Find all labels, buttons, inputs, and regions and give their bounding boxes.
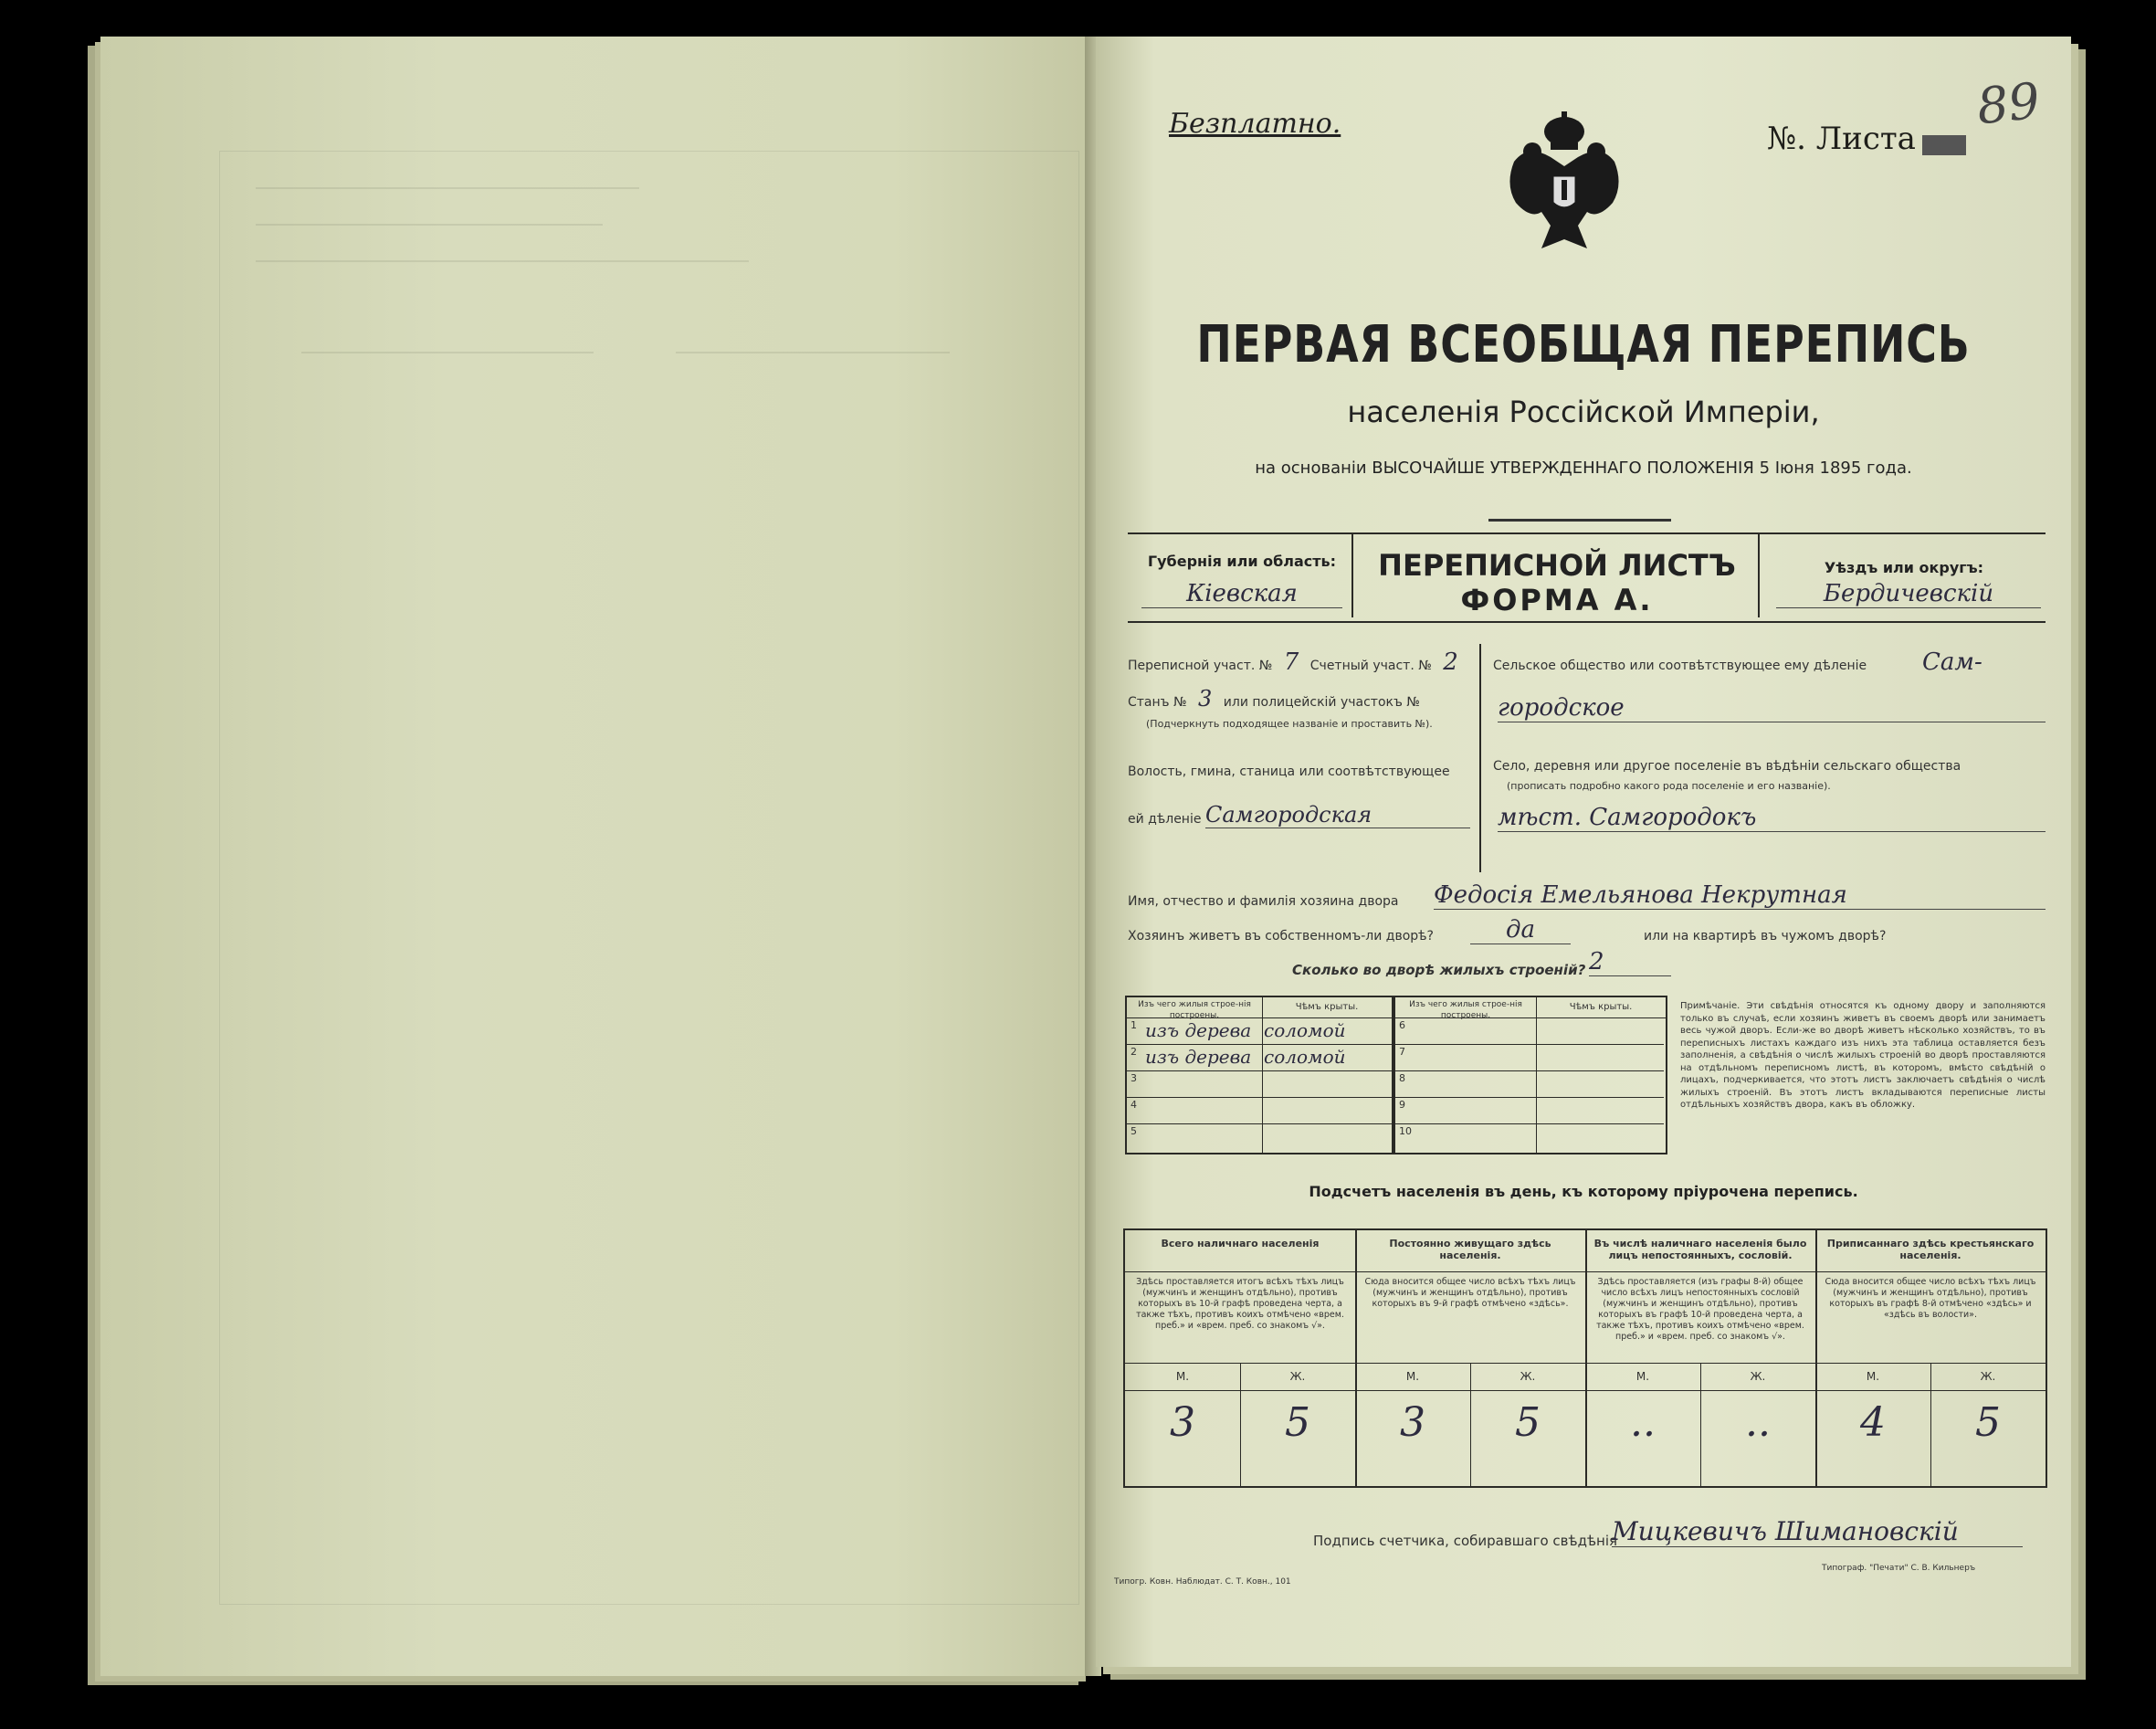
table-cell: 10 (1399, 1125, 1412, 1137)
summary-col-header: Въ числѣ наличнаго населенія было лицъ непостоянныхъ, сословій. (1593, 1238, 1807, 1261)
sheet-number-box (1922, 135, 1966, 155)
ghost-line (256, 224, 603, 226)
uchastok-label (1128, 648, 1466, 676)
buildings-col-header: Изъ чего жилыя строе-нія построены. (1409, 1000, 1522, 1020)
field-divider-vertical (1479, 644, 1481, 872)
ornament-divider (1488, 519, 1671, 522)
owner-own-value: да (1470, 916, 1571, 944)
table-cell: изъ дерева (1145, 1019, 1252, 1041)
summary-table (1123, 1228, 2047, 1488)
gubernia-value: Кіевская (1141, 580, 1342, 608)
owner-own-label: Хозяинъ живетъ въ собственномъ-ли дворѣ? (1128, 929, 1434, 944)
stan-note: (Подчеркнуть подходящее названіе и проставить №). (1146, 718, 1433, 730)
volost-label: Волость, гмина, станица или соотвѣтствующее (1128, 764, 1450, 779)
census-title: ПЕРВАЯ ВСЕОБЩАЯ ПЕРЕПИСЬ (1196, 315, 1971, 374)
selo-note: (прописать подробно какого рода поселеніе и его названіе). (1507, 780, 1831, 792)
male-label: М. (1175, 1370, 1190, 1383)
left-page (100, 37, 1091, 1676)
summary-value: 5 (1975, 1399, 2001, 1446)
ghost-line (256, 187, 639, 189)
obshchestvo-value: Сам- (1922, 648, 1982, 676)
summary-value: 4 (1860, 1399, 1886, 1446)
female-label: Ж. (1520, 1370, 1536, 1383)
volost-label-2: ей дѣленіе (1128, 812, 1202, 827)
obshchestvo-value-2: городское (1498, 694, 2046, 722)
table-cell: 2 (1131, 1046, 1137, 1058)
summary-col-note: Сюда вносится общее число всѣхъ тѣхъ лицъ (мужчинъ и женщинъ отдѣльно), противъ которыхъ въ графѣ 8-й отмѣчено «здѣсь» и «здѣсь въ волости». (1825, 1277, 2036, 1320)
male-label: М. (1866, 1370, 1880, 1383)
owner-rent-label: или на квартирѣ въ чужомъ дворѣ? (1644, 929, 1887, 944)
form-letter: ФОРМА А. (1460, 583, 1654, 617)
table-cell: 4 (1131, 1099, 1137, 1111)
sheet-number-label: №. Листа (1767, 121, 1916, 157)
summary-col-note: Сюда вносится общее число всѣхъ тѣхъ лицъ (мужчинъ и женщинъ отдѣльно), противъ которыхъ въ 9-й графѣ отмѣчено «здѣсь». (1364, 1277, 1576, 1309)
uchastok-label-text: Переписной участ. № (1128, 659, 1273, 673)
imperial-eagle-emblem (1496, 111, 1633, 267)
summary-col-note: Здѣсь проставляется (изъ графы 8-й) общее число всѣхъ лицъ непостоянныхъ сословій (мужчинъ и женщинъ отдѣльно), противъ которыхъ въ графѣ 10-й проведена черта, а также тѣхъ, противъ коихъ отмѣчено «врем. преб.» и «врем. преб. со знакомъ √». (1596, 1277, 1804, 1342)
table-cell: 5 (1131, 1125, 1137, 1137)
stan-value: 3 (1198, 686, 1213, 712)
buildings-table-rows (1125, 1017, 1664, 1151)
owner-name-value: Федосія Емельянова Некрутная (1434, 881, 2046, 910)
gubernia-label: Губернія или область: (1147, 553, 1337, 570)
table-cell: 1 (1131, 1019, 1137, 1031)
table-cell: 6 (1399, 1019, 1405, 1031)
buildings-label: Сколько во дворѣ жилыхъ строеній? (1292, 962, 1586, 978)
schetny-value: 2 (1443, 648, 1458, 676)
printer-right: Типограф. "Печати" С. В. Кильнеръ (1822, 1564, 1976, 1573)
ghost-line (256, 260, 749, 262)
buildings-col-header: Чѣмъ крыты. (1295, 1002, 1359, 1012)
signature-label: Подпись счетчика, собиравшаго свѣдѣнія (1313, 1533, 1618, 1549)
table-grid-line (1585, 1230, 1587, 1486)
ghost-line (301, 352, 594, 353)
uchastok-value: 7 (1283, 648, 1299, 676)
summary-value: 5 (1515, 1399, 1541, 1446)
ghost-line (676, 352, 950, 353)
table-grid-line (1355, 1230, 1357, 1486)
table-grid-line (1125, 1070, 1664, 1071)
form-box-divider (1758, 534, 1760, 617)
stan-label: Станъ № (1128, 695, 1187, 710)
summary-value: 3 (1170, 1399, 1195, 1446)
buildings-value: 2 (1589, 948, 1671, 976)
signature-value: Мицкевичъ Шимановскій (1612, 1516, 2023, 1547)
free-label: Безплатно. (1169, 108, 1341, 140)
summary-col-header: Приписаннаго здѣсь крестьянскаго населенія. (1826, 1238, 2035, 1261)
printer-left: Типогр. Ковн. Наблюдат. С. Т. Ковн., 101 (1114, 1577, 1291, 1587)
volost-value: Самгородская (1205, 802, 1470, 828)
female-label: Ж. (1980, 1370, 1996, 1383)
summary-value: .. (1630, 1399, 1656, 1446)
primechanie-note: Примѣчаніе. Эти свѣдѣнія относятся къ одному двору и заполняются только въ случаѣ, если хозяинъ живетъ въ своемъ дворѣ или занимаетъ весь чужой дворъ. Если-же во дворѣ живетъ нѣсколько хозяйствъ, то въ переписныхъ листахъ каждаго изъ нихъ эта таблица оставляется безъ заполненія, а свѣдѣнія о числѣ жилыхъ строеній во дворѣ проставляются на отдѣльномъ переписномъ листѣ, въ которомъ, вмѣсто свѣдѣній о лицахъ, подчеркивается, что этотъ листъ заключаетъ свѣдѣнія о числѣ жилыхъ строеній. Въ этотъ листъ вкладываются переписные листы отдѣльныхъ хозяйствъ двора, какъ въ обложку. (1680, 1001, 2046, 1110)
summary-title: Подсчетъ населенія въ день, къ которому пріурочена перепись. (1309, 1183, 1858, 1200)
summary-value: 3 (1400, 1399, 1425, 1446)
male-label: М. (1635, 1370, 1650, 1383)
owner-name-label: Имя, отчество и фамилія хозяина двора (1128, 894, 1399, 909)
table-cell: 7 (1399, 1046, 1405, 1058)
table-grid-line (1815, 1230, 1817, 1486)
female-label: Ж. (1750, 1370, 1766, 1383)
summary-col-header: Постоянно живущаго здѣсь населенія. (1389, 1238, 1551, 1261)
obshchestvo-label: Сельское общество или соотвѣтствующее ему дѣленіе (1493, 659, 1867, 673)
census-subtitle: населенія Россійской Имперіи, (1347, 395, 1820, 429)
summary-value: .. (1745, 1399, 1771, 1446)
census-form-page (1096, 37, 2071, 1667)
stan-row (1128, 686, 1420, 712)
table-cell: соломой (1264, 1019, 1346, 1041)
schetny-label: Счетный участ. № (1309, 659, 1432, 673)
archive-number: 89 (1973, 71, 2043, 136)
table-cell: 3 (1131, 1072, 1137, 1084)
police-label: или полицейскій участокъ № (1223, 695, 1420, 710)
table-cell: 8 (1399, 1072, 1405, 1084)
summary-col-header: Всего наличнаго населенія (1161, 1238, 1320, 1249)
buildings-col-header: Изъ чего жилыя строе-нія построены. (1138, 1000, 1251, 1020)
uezd-value: Бердичевскій (1776, 580, 2041, 608)
summary-col-note: Здѣсь проставляется итогъ всѣхъ тѣхъ лицъ (мужчинъ и женщинъ отдѣльно), противъ которыхъ въ 10-й графѣ проведена черта, а также тѣхъ, противъ коихъ отмѣчено «врем. преб.» и «врем. преб. со знакомъ √». (1136, 1277, 1344, 1331)
buildings-col-header: Чѣмъ крыты. (1569, 1002, 1633, 1012)
table-cell: 9 (1399, 1099, 1405, 1111)
selo-label: Село, деревня или другое поселеніе въ вѣдѣніи сельскаго общества (1493, 759, 1961, 774)
selo-value: мѣст. Самгородокъ (1498, 804, 2046, 832)
male-label: М. (1405, 1370, 1420, 1383)
female-label: Ж. (1289, 1370, 1306, 1383)
table-cell: соломой (1264, 1046, 1346, 1068)
form-box-divider (1351, 534, 1353, 617)
table-grid-line (1125, 1097, 1664, 1098)
table-grid-line (1125, 1123, 1664, 1124)
uezd-label: Уѣздъ или округъ: (1824, 559, 1984, 576)
form-title: ПЕРЕПИСНОЙ ЛИСТЪ (1378, 548, 1736, 583)
table-cell: изъ дерева (1145, 1046, 1252, 1068)
census-basis: на основаніи ВЫСОЧАЙШЕ УТВЕРЖДЕННАГО ПОЛОЖЕНІЯ 5 Іюня 1895 года. (1255, 459, 1912, 478)
table-grid-line (1125, 1044, 1664, 1045)
summary-value: 5 (1285, 1399, 1310, 1446)
ghost-frame (219, 151, 1079, 1605)
